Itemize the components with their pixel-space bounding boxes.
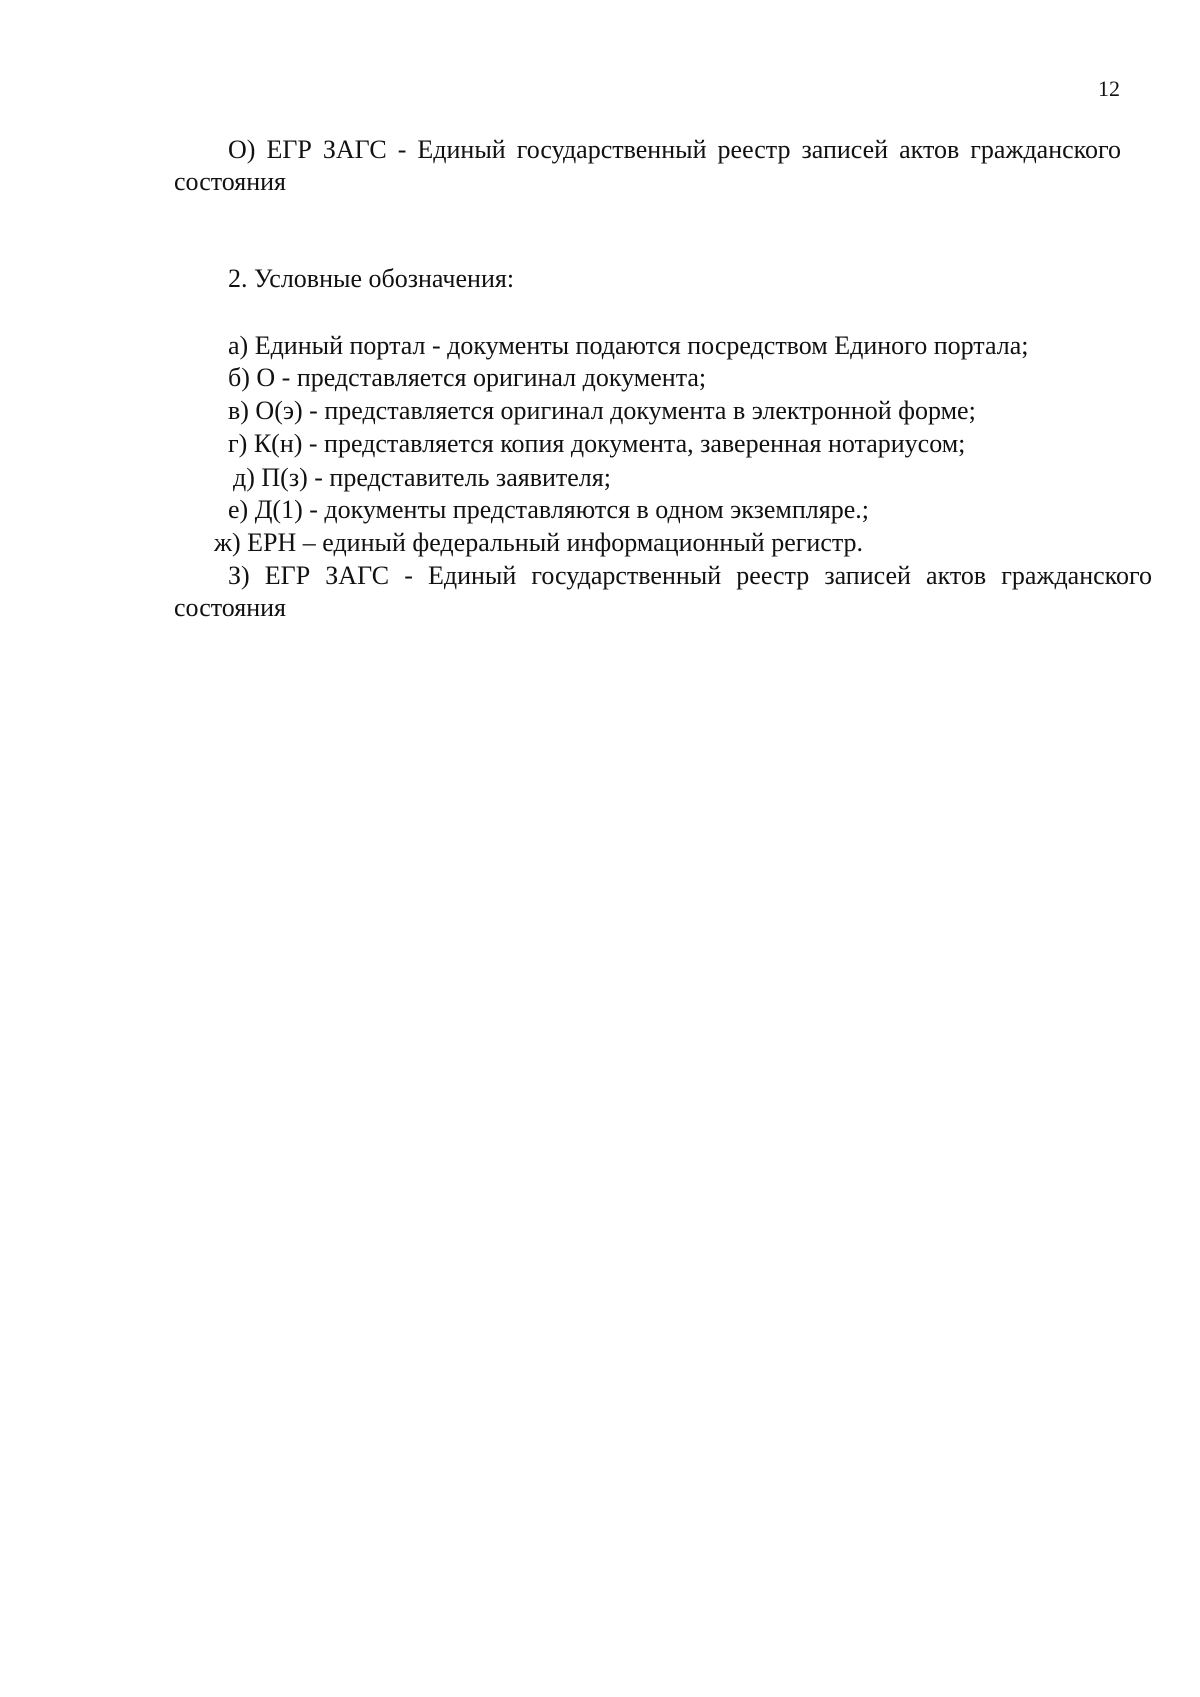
legend-item-z: З) ЕГР ЗАГС - Единый государственный реестр записей актов гражданского состояния <box>174 561 1152 622</box>
legend-item-a: а) Единый портал - документы подаются посредством Единого портала; <box>228 331 1029 360</box>
legend-item-d: д) П(з) - представитель заявителя; <box>233 463 611 492</box>
page-number: 12 <box>1098 76 1120 101</box>
legend-item-b: б) О - представляется оригинал документа; <box>228 363 707 392</box>
section-title-legend: 2. Условные обозначения: <box>228 264 515 293</box>
legend-item-g: г) К(н) - представляется копия документа, заверенная нотариусом; <box>228 429 966 458</box>
abbreviation-item-o: О) ЕГР ЗАГС - Единый государственный реестр записей актов гражданского состояния <box>174 135 1121 196</box>
legend-item-v: в) О(э) - представляется оригинал документа в электронной форме; <box>228 396 976 425</box>
legend-item-e: е) Д(1) - документы представляются в одном экземпляре.; <box>228 495 869 524</box>
legend-item-zh: ж) ЕРН – единый федеральный информационный регистр. <box>214 528 864 557</box>
